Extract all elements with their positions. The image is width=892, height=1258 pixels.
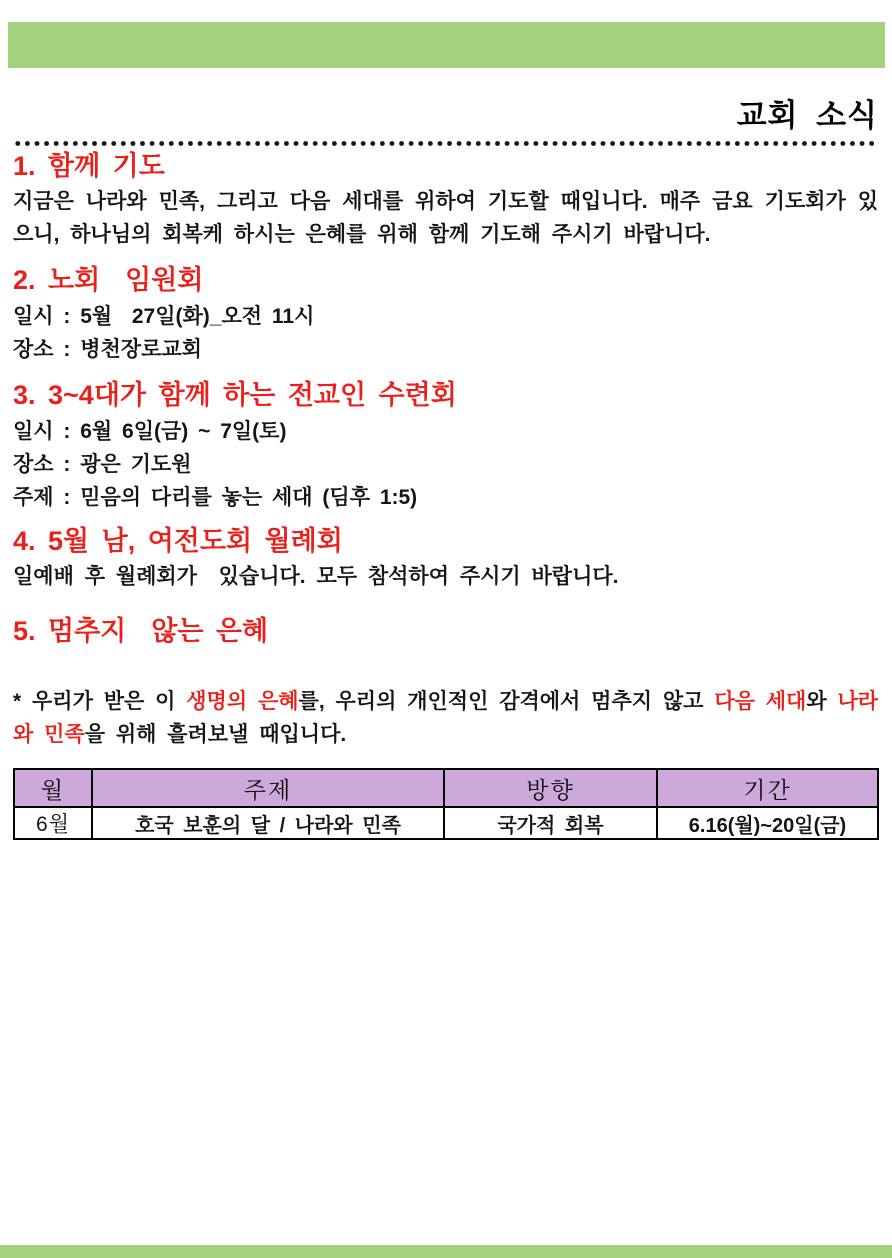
- schedule-table-body: [14, 807, 878, 839]
- section-heading: 2. 노회 임원회: [13, 265, 204, 295]
- detail-line-location: 장소 : 병천장로교회: [13, 338, 202, 361]
- section-presbytery-meeting: [13, 264, 878, 366]
- dotted-divider: [13, 140, 878, 147]
- text-segment: 를, 우리의 개인적인 감격에서 멈추지 않고: [298, 690, 715, 713]
- detail-line-location: 장소 : 광은 기도원: [13, 453, 192, 476]
- section-heading: 3. 3~4대가 함께 하는 전교인 수련회: [13, 380, 457, 410]
- detail-line-theme: 주제 : 믿음의 다리를 놓는 세대 (딤후 1:5): [13, 486, 418, 509]
- section-retreat: [13, 379, 878, 514]
- text-segment-highlight: 다음 세대: [714, 690, 807, 713]
- section-heading: 4. 5월 남, 여전도회 월례회: [13, 526, 343, 556]
- text-segment-highlight: 나라와 민족: [13, 690, 879, 746]
- cell-month: 6월: [14, 807, 92, 839]
- cell-topic: 호국 보훈의 달 / 나라와 민족: [92, 807, 444, 839]
- header-row: [14, 769, 878, 807]
- cell-direction: 국가적 회복: [444, 807, 657, 839]
- top-accent-bar: [8, 22, 885, 68]
- section-heading: 1. 함께 기도: [13, 151, 165, 181]
- section-monthly-meeting: [13, 525, 878, 593]
- detail-line-datetime: 일시 : 5월 27일(화)_오전 11시: [13, 305, 315, 328]
- column-header-direction: 방향: [444, 769, 657, 807]
- section-body-mixed: [13, 685, 878, 751]
- schedule-table: [13, 768, 879, 840]
- section-pray-together: [13, 150, 878, 251]
- text-segment: 와: [806, 690, 838, 713]
- bottom-accent-bar: [0, 1245, 892, 1258]
- section-body: 일예배 후 월례회가 있습니다. 모두 참석하여 주시기 바랍니다.: [13, 565, 619, 588]
- cell-period: 6.16(월)~20일(금): [657, 807, 878, 839]
- section-body: 지금은 나라와 민족, 그리고 다음 세대를 위하여 기도할 때입니다. 매주 금요 기도회가 있으니, 하나님의 회복케 하시는 은혜를 위해 함께 기도해 주시기 바랍니다.: [13, 190, 878, 246]
- section-heading: 5. 멈추지 않는 은혜: [13, 616, 269, 646]
- text-segment-highlight: 생명의 은혜: [186, 690, 299, 713]
- detail-line-datetime: 일시 : 6월 6일(금) ~ 7일(토): [13, 420, 287, 443]
- schedule-table-header: [14, 769, 878, 807]
- section-detail-lines: [13, 415, 878, 514]
- text-segment: * 우리가 받은 이: [13, 690, 187, 713]
- text-segment: 을 위해 흘려보낼 때입니다.: [84, 723, 347, 746]
- section-unceasing-grace: [13, 615, 878, 751]
- column-header-period: 기간: [657, 769, 878, 807]
- page-title: 교회 소식: [736, 98, 878, 133]
- column-header-topic: 주제: [92, 769, 444, 807]
- table-row: [14, 807, 878, 839]
- column-header-month: 월: [14, 769, 92, 807]
- section-detail-lines: [13, 300, 878, 366]
